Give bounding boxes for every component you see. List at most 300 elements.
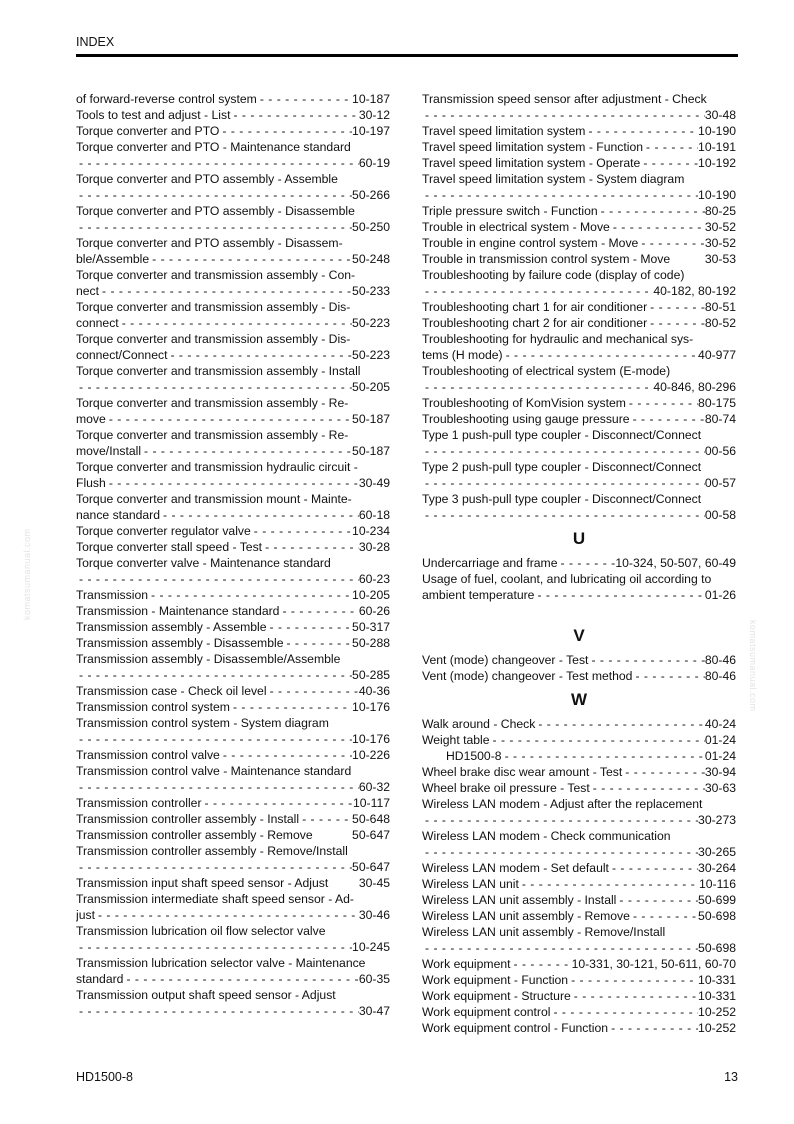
index-entry-line [422,956,736,972]
section-spacer [422,603,736,620]
page-reference: 10-331 [698,989,736,1003]
index-entry-text: Torque converter and transmission mount - Mainte- [76,492,352,506]
dot-leader [503,347,698,363]
index-entry[interactable] [76,875,390,891]
index-entry-line [76,843,390,859]
index-entry[interactable] [76,331,390,363]
index-entry-line [76,475,390,491]
dot-leader [422,379,653,395]
index-entry-line [76,859,390,875]
dot-leader [630,908,698,924]
index-entry[interactable] [76,843,390,875]
index-entry-line [76,923,390,939]
page-reference: 50-699 [698,893,736,907]
index-entry-line [422,796,736,812]
index-entry-line [422,507,736,523]
index-entry[interactable] [76,987,390,1019]
dot-leader [643,139,698,155]
dot-leader [598,203,705,219]
index-entry-text: Trouble in transmission control system - Move [422,252,671,266]
dot-leader [76,859,352,875]
page-reference: 30-28 [358,540,390,554]
index-entry-line [76,427,390,443]
index-entry-line [422,139,736,155]
index-entry-text: Troubleshooting chart 1 for air conditioner [422,300,648,314]
index-entry-line [422,812,736,828]
index-entry-text: Torque converter and transmission assembly - Con- [76,268,356,282]
index-entry-text: Transmission assembly - Assemble [76,620,267,634]
index-entry-line [422,1020,736,1036]
index-entry[interactable] [76,763,390,795]
page-reference: 01-24 [704,749,736,763]
index-entry-text: move/Install [76,444,142,458]
index-entry-line [76,459,390,475]
page-reference: 10-176 [352,732,390,746]
index-entry-line [76,683,390,699]
page-reference: 80-51 [704,300,736,314]
index-entry-text: Transmission controller assembly - Install [76,812,300,826]
index-entry-line [422,155,736,171]
dot-leader [230,699,352,715]
index-entry[interactable] [422,411,736,427]
dot-leader [123,971,358,987]
index-entry-line [76,779,390,795]
index-entry-text: Transmission assembly - Disassemble [76,636,284,650]
index-entry-text: Transmission assembly - Disassemble/Assemble [76,652,341,666]
index-entry-line [422,491,736,507]
index-entry-text: HD1500-8 [446,749,502,763]
index-entry-text: Work equipment - Structure [422,989,571,1003]
index-entry[interactable] [422,652,736,668]
index-entry[interactable] [76,587,390,603]
index-entry-line [76,827,390,843]
dot-leader [76,779,359,795]
index-entry-text: ble/Assemble [76,252,150,266]
page-reference: 50-648 [352,812,390,826]
index-entry-text: Transmission case - Check oil level [76,684,267,698]
index-entry-text: Tools to test and adjust - List [76,108,231,122]
index-entry-text: Transmission controller assembly - Remove [76,828,313,842]
dot-leader [149,251,352,267]
index-entry-text: Work equipment control [422,1005,551,1019]
index-entry[interactable] [422,748,736,764]
index-entry-line [422,411,736,427]
index-entry-line [76,939,390,955]
index-entry-line [76,875,390,891]
index-entry-line [422,924,736,940]
page-reference: 50-285 [352,668,390,682]
index-entry-line [76,235,390,251]
dot-leader [283,635,352,651]
index-entry-line [76,363,390,379]
index-entry[interactable] [76,107,390,123]
index-entry-line [76,635,390,651]
spacer [328,875,359,891]
dot-leader [422,475,705,491]
dot-leader [267,619,353,635]
index-entry-text: Torque converter and transmission hydraulic circuit - [76,460,358,474]
index-entry[interactable] [422,91,736,123]
index-entry[interactable] [76,139,390,171]
index-entry-line [422,283,736,299]
index-entry-line [422,315,736,331]
index-entry[interactable] [422,331,736,363]
index-entry-text: Torque converter and PTO [76,124,220,138]
index-entry[interactable] [422,924,736,956]
index-entry[interactable] [422,828,736,860]
index-entry-line [76,139,390,155]
dot-leader [76,939,352,955]
index-entry[interactable] [76,555,390,587]
index-entry-text: Transmission input shaft speed sensor - Adjust [76,876,329,890]
dot-leader [422,507,705,523]
index-entry-line [76,651,390,667]
index-entry-line [422,972,736,988]
index-entry[interactable] [422,139,736,155]
page-reference: 50-250 [352,220,390,234]
dot-leader [550,1004,698,1020]
index-entry-line [422,940,736,956]
page-reference: 30-48 [704,108,736,122]
dot-leader [609,860,698,876]
page-reference: 50-223 [352,316,390,330]
index-entry-text: Transmission [76,588,149,602]
index-entry[interactable] [76,651,390,683]
dot-leader [422,283,653,299]
index-entry[interactable] [76,91,390,107]
index-entry-line [422,235,736,251]
index-entry-text: Transmission lubrication selector valve - Maintenance [76,956,366,970]
index-entry-line [76,811,390,827]
index-entry-line [76,491,390,507]
section-letter-u: U [572,529,586,548]
dot-leader [571,988,698,1004]
page-reference: 10-191 [698,140,736,154]
index-entry-text: Type 1 push-pull type coupler - Disconnect/Connect [422,428,702,442]
index-entry-line [76,667,390,683]
page-reference: 80-175 [698,396,736,410]
index-entry[interactable] [76,827,390,843]
index-entry[interactable] [422,796,736,828]
footer-model: HD1500-8 [76,1070,133,1084]
index-entry-text: Troubleshooting by failure code (display of code) [422,268,685,282]
index-entry-line [76,155,390,171]
index-entry-line [76,107,390,123]
index-entry[interactable] [76,299,390,331]
index-entry-line [76,171,390,187]
index-entry[interactable] [76,427,390,459]
index-entry[interactable] [76,891,390,923]
page-reference: 50-187 [352,444,390,458]
index-entry[interactable] [76,203,390,235]
index-entry-line [76,395,390,411]
dot-leader [422,443,705,459]
index-entry[interactable] [76,747,390,763]
dot-leader [76,1003,359,1019]
index-entry-text: Troubleshooting chart 2 for air conditioner [422,316,648,330]
index-entry-text: connect/Connect [76,348,168,362]
page-reference: 30-52 [704,236,736,250]
dot-leader [647,299,705,315]
index-entry[interactable] [76,539,390,555]
index-group-t-continued [422,91,736,523]
index-entry-line [422,107,736,123]
index-entry[interactable] [76,171,390,203]
section-letter-v: V [573,626,585,645]
index-entry-text: Wireless LAN unit assembly - Remove/Install [422,925,666,939]
index-entry-line [76,379,390,395]
page-reference: 10-176 [352,700,390,714]
page-reference: 30-264 [698,861,736,875]
index-entry[interactable] [76,235,390,267]
page-reference: 10-324, 50-507, 60-49 [615,556,736,570]
watermark-right: komatsumanual.com [748,620,758,712]
index-entry-text: Transmission controller [76,796,202,810]
index-entry[interactable] [422,155,736,171]
index-entry[interactable] [76,635,390,651]
spacer [670,251,705,267]
page-reference: 40-182, 80-192 [653,284,736,298]
index-entry-line [76,251,390,267]
index-entry[interactable] [422,203,736,219]
page-reference: 60-35 [358,972,390,986]
index-entry-text: Type 2 push-pull type coupler - Disconnect/Connect [422,460,702,474]
index-entry-line [76,203,390,219]
index-entry-line [422,555,736,571]
dot-leader [220,747,352,763]
dot-leader [535,716,704,732]
index-entry-text: Vent (mode) changeover - Test [422,653,589,667]
page-reference: 10-252 [698,1005,736,1019]
dot-leader [534,587,704,603]
index-entry[interactable] [422,780,736,796]
dot-leader [519,876,699,892]
index-entry-line [422,780,736,796]
index-entry[interactable] [422,1020,736,1036]
index-entry-line [76,219,390,235]
index-group-w [422,716,736,1036]
index-entry-text: Type 3 push-pull type coupler - Disconnect/Connect [422,492,702,506]
index-entry-text: Torque converter and transmission assembly - Dis- [76,332,351,346]
index-entry-line [76,619,390,635]
index-entry[interactable] [422,491,736,523]
dot-leader [262,539,359,555]
index-entry[interactable] [422,668,736,684]
index-entry[interactable] [422,219,736,235]
index-entry-text: Transmission speed sensor after adjustment - Check [422,92,707,106]
index-entry-line [422,716,736,732]
page-reference: 10-252 [698,1021,736,1035]
index-entry[interactable] [76,923,390,955]
index-entry[interactable] [76,619,390,635]
index-entry[interactable] [76,459,390,491]
index-entry-line [76,283,390,299]
index-entry[interactable] [422,988,736,1004]
page-reference: 00-57 [704,476,736,490]
index-entry[interactable] [422,395,736,411]
index-entry[interactable] [422,427,736,459]
header-rule [76,54,738,57]
index-entry-text: Usage of fuel, coolant, and lubricating oil according to [422,572,712,586]
page-reference: 50-266 [352,188,390,202]
index-entry[interactable] [422,251,736,267]
index-entry[interactable] [76,523,390,539]
index-entry[interactable] [422,315,736,331]
index-entry[interactable] [422,972,736,988]
index-entry[interactable] [422,363,736,395]
index-entry-text: Wireless LAN unit assembly - Remove [422,909,630,923]
index-group-u [422,555,736,603]
dot-leader [626,395,698,411]
index-entry-text: just [76,908,95,922]
index-entry[interactable] [76,267,390,299]
dot-leader [76,155,359,171]
index-entry-line [422,187,736,203]
index-entry[interactable] [422,892,736,908]
index-entry-line [422,331,736,347]
index-entry[interactable] [76,811,390,827]
index-entry-line [422,427,736,443]
index-entry-text: Wireless LAN unit assembly - Install [422,893,617,907]
index-entry-text: tems (H mode) [422,348,503,362]
index-entry-text: Transmission intermediate shaft speed sensor - Ad- [76,892,354,906]
index-entry-line [76,315,390,331]
index-entry[interactable] [76,123,390,139]
index-entry[interactable] [76,715,390,747]
index-entry-line [76,443,390,459]
page-reference: 60-18 [358,508,390,522]
index-entry[interactable] [422,235,736,251]
index-entry[interactable] [76,491,390,523]
index-entry-line [422,732,736,748]
dot-leader [632,668,704,684]
index-entry-text: Wireless LAN modem - Adjust after the replacement [422,797,703,811]
dot-leader [141,443,352,459]
index-entry-text: Travel speed limitation system - System diagram [422,172,685,186]
index-entry-line [76,907,390,923]
index-entry-line [76,747,390,763]
dot-leader [502,748,705,764]
index-entry-line [422,587,736,603]
index-entry[interactable] [422,299,736,315]
index-entry-line [76,299,390,315]
index-entry[interactable] [76,699,390,715]
page-reference: 00-56 [704,444,736,458]
index-entry[interactable] [422,956,736,972]
index-entry-line [422,347,736,363]
index-entry-line [422,443,736,459]
index-entry[interactable] [76,955,390,987]
index-entry-line [422,860,736,876]
index-entry[interactable] [76,603,390,619]
index-entry-text: Troubleshooting using gauge pressure [422,412,630,426]
dot-leader [610,219,705,235]
page-header-title: INDEX [76,35,115,49]
index-entry[interactable] [422,267,736,299]
index-entry-text: Travel speed limitation system - Function [422,140,644,154]
index-entry-text: Work equipment control - Function [422,1021,609,1035]
page-reference: 10-187 [352,92,390,106]
index-entry-text: Walk around - Check [422,717,536,731]
dot-leader [230,107,358,123]
index-entry[interactable] [422,764,736,780]
page-reference: 80-46 [704,669,736,683]
index-entry[interactable] [422,716,736,732]
index-entry-line [76,795,390,811]
dot-leader [257,91,352,107]
index-entry-line [422,668,736,684]
index-entry-line [76,699,390,715]
index-entry[interactable] [76,363,390,395]
page-reference: 10-331 [698,973,736,987]
dot-leader [95,907,359,923]
index-entry-line [422,908,736,924]
index-entry-text: Torque converter and transmission assembly - Re- [76,396,349,410]
page-reference: 30-273 [698,813,736,827]
index-entry[interactable] [76,795,390,811]
section-letter-w: W [570,690,588,709]
index-entry-line [422,267,736,283]
dot-leader [76,187,352,203]
index-entry-text: Travel speed limitation system [422,124,586,138]
index-entry-line [422,395,736,411]
dot-leader [490,732,705,748]
dot-leader [279,603,358,619]
index-entry-text: Travel speed limitation system - Operate [422,156,641,170]
dot-leader [76,667,352,683]
dot-leader [630,411,705,427]
page-reference: 30-47 [358,1004,390,1018]
index-entry[interactable] [422,123,736,139]
index-entry[interactable] [422,571,736,603]
index-entry[interactable] [422,459,736,491]
index-entry-text: Trouble in engine control system - Move [422,236,639,250]
index-entry[interactable] [76,683,390,699]
index-entry-line [76,91,390,107]
index-entry[interactable] [76,395,390,427]
index-entry-line [76,331,390,347]
index-entry-line [76,731,390,747]
index-entry[interactable] [422,860,736,876]
index-entry[interactable] [422,555,736,571]
page-reference: 40-24 [704,717,736,731]
page-reference: 50-647 [352,860,390,874]
dot-leader [647,315,705,331]
dot-leader [558,555,616,571]
index-entry-line [422,459,736,475]
dot-leader [585,123,698,139]
index-entry-line [422,475,736,491]
index-entry[interactable] [422,908,736,924]
index-entry-text: Torque converter and PTO - Maintenance standard [76,140,351,154]
index-entry-text: Transmission control valve [76,748,220,762]
index-entry[interactable] [422,1004,736,1020]
index-entry-line [76,571,390,587]
index-entry-text: Torque converter valve - Maintenance standard [76,556,331,570]
index-entry-text: ambient temperature [422,588,535,602]
page-reference: 30-53 [704,252,736,266]
index-entry-line [422,299,736,315]
dot-leader [511,956,572,972]
index-entry[interactable] [422,171,736,203]
index-entry-text: Torque converter and PTO assembly - Assemble [76,172,338,186]
index-entry-line [422,379,736,395]
page-reference: 30-12 [358,108,390,122]
index-entry[interactable] [422,732,736,748]
index-entry-line [76,347,390,363]
index-entry[interactable] [422,876,736,892]
index-group-v [422,652,736,684]
